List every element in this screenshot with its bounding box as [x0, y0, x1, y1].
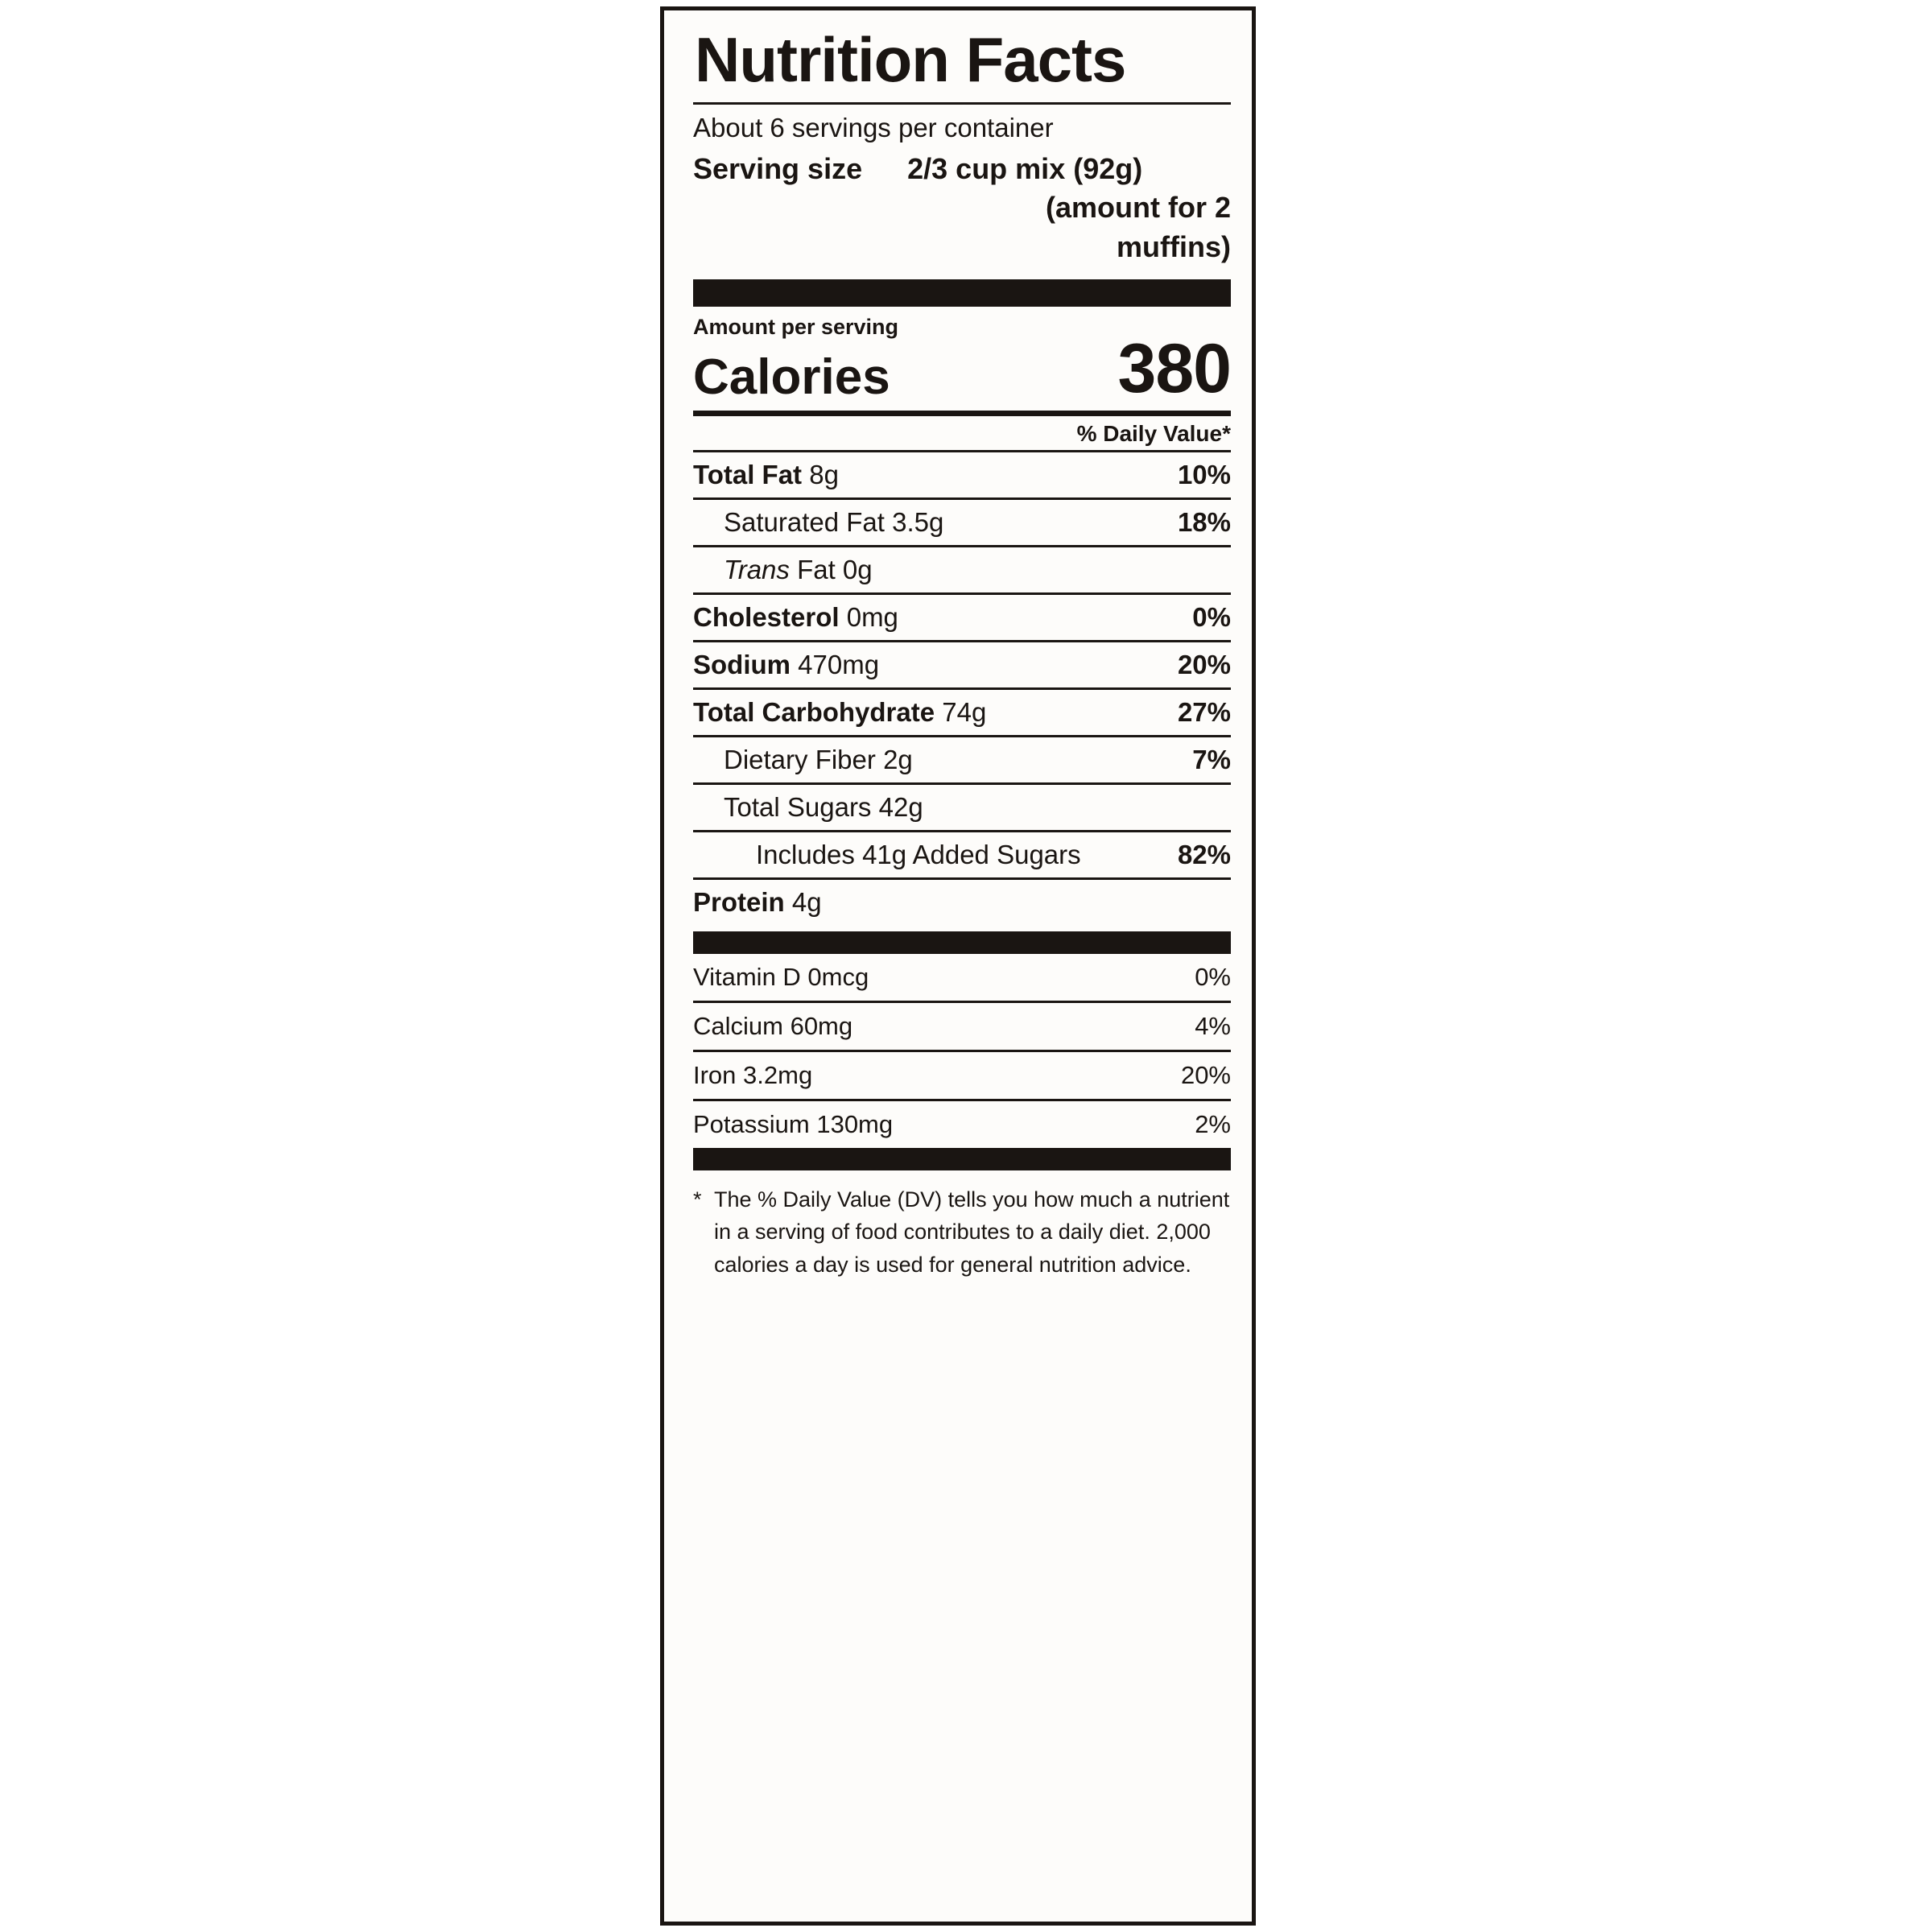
vitamin-name: Calcium 60mg [693, 1001, 1126, 1051]
nutrient-amount: 42g [878, 791, 923, 822]
nutrient-name: Includes 41g Added Sugars [756, 839, 1081, 869]
nutrient-name: Cholesterol [693, 601, 840, 632]
serving-size-label: Serving size [693, 152, 863, 186]
nutrition-facts-label [660, 6, 1256, 1926]
nutrient-amount: 3.5g [892, 506, 944, 537]
nutrient-amount: 74g [942, 696, 987, 727]
nutrient-name-cell [693, 498, 1126, 546]
nutrient-name: Saturated Fat [724, 506, 885, 537]
nutrient-name: Protein [693, 886, 785, 917]
nutrient-row [693, 831, 1231, 878]
vitamin-daily-value: 0% [1195, 962, 1231, 991]
vitamin-row [693, 1001, 1231, 1051]
nutrient-daily-value: 27% [1126, 688, 1231, 736]
vitamin-row [693, 1100, 1231, 1148]
amount-per-serving-label: Amount per serving [693, 315, 899, 340]
divider-thick-above-calories [693, 279, 1231, 307]
nutrient-name: Total Fat [693, 459, 803, 489]
serving-size-value: 2/3 cup mix (92g) [907, 152, 1143, 186]
vitamin-name: Potassium 130mg [693, 1100, 1126, 1148]
divider-thick-above-footnote [693, 1148, 1231, 1170]
vitamin-daily-value: 4% [1126, 1001, 1231, 1051]
vitamins-table [693, 954, 1231, 1148]
nutrient-row [693, 641, 1231, 688]
nutrient-row [693, 736, 1231, 783]
nutrient-row [693, 593, 1231, 641]
nutrient-name-cell [693, 451, 1126, 498]
nutrients-table-body [693, 451, 1231, 925]
nutrient-daily-value [1126, 783, 1231, 831]
nutrient-row [693, 546, 1231, 593]
footnote-text: The % Daily Value (DV) tells you how much a nutrient in a serving of food contributes to a daily diet. 2,000 calories a day is used for general nutrition advice. [714, 1187, 1230, 1277]
vitamin-row [693, 954, 1231, 1002]
divider-thick-under-protein [693, 931, 1231, 954]
nutrients-table [693, 450, 1231, 925]
vitamins-table-body [693, 954, 1231, 1148]
nutrient-amount: 470mg [798, 649, 880, 679]
nutrient-amount: Fat 0g [797, 554, 873, 584]
nutrient-name: Dietary Fiber [724, 744, 876, 774]
footnote-star: * [693, 1187, 702, 1212]
nutrient-name-cell [693, 593, 1126, 641]
nutrient-daily-value: 20% [1126, 641, 1231, 688]
calories-label: Calories [693, 349, 890, 405]
nutrient-name: Total Sugars [724, 791, 872, 822]
nutrient-name: Total Carbohydrate [693, 696, 935, 727]
vitamin-daily-value: 20% [1126, 1051, 1231, 1100]
nutrient-name-cell [693, 831, 1126, 878]
nutrient-daily-value [1126, 546, 1231, 593]
nutrient-row [693, 688, 1231, 736]
nutrient-name: Trans [724, 554, 790, 584]
servings-per-container: About 6 servings per container [693, 113, 1054, 142]
nutrient-name-cell [693, 878, 1126, 925]
nutrient-amount: 2g [883, 744, 913, 774]
nutrient-daily-value [1126, 878, 1231, 925]
nutrient-amount: 4g [791, 886, 822, 917]
nutrition-facts-content [693, 24, 1231, 1281]
vitamin-daily-value: 2% [1126, 1100, 1231, 1148]
nutrient-daily-value: 82% [1126, 831, 1231, 878]
divider-under-title [693, 102, 1231, 105]
nutrient-row [693, 498, 1231, 546]
page-title: Nutrition Facts [695, 24, 1126, 95]
nutrient-name-cell [693, 688, 1126, 736]
nutrient-row [693, 783, 1231, 831]
nutrient-daily-value: 7% [1126, 736, 1231, 783]
nutrient-name-cell [693, 783, 1126, 831]
nutrient-daily-value: 18% [1126, 498, 1231, 546]
nutrient-name-cell [693, 736, 1126, 783]
daily-value-header: % Daily Value* [1076, 420, 1231, 446]
serving-size-row [693, 151, 1231, 188]
calories-value: 380 [1117, 330, 1231, 408]
calories-row [693, 330, 1231, 408]
nutrient-amount: 0mg [846, 601, 898, 632]
nutrient-amount: 8g [809, 459, 839, 489]
nutrient-name-cell [693, 546, 1126, 593]
nutrient-daily-value: 0% [1126, 593, 1231, 641]
nutrient-daily-value: 10% [1126, 451, 1231, 498]
serving-size-note-line-1: (amount for 2 [1046, 191, 1231, 225]
serving-size-note-line-2: muffins) [1117, 229, 1231, 263]
vitamin-name: Iron 3.2mg [693, 1051, 1126, 1100]
footnote [693, 1183, 1231, 1282]
nutrient-row [693, 451, 1231, 498]
vitamin-name: Vitamin D 0mcg [693, 962, 869, 991]
vitamin-row [693, 1051, 1231, 1100]
divider-under-calories [693, 411, 1231, 416]
nutrient-name-cell [693, 641, 1126, 688]
nutrient-name: Sodium [693, 649, 791, 679]
nutrient-row [693, 878, 1231, 925]
